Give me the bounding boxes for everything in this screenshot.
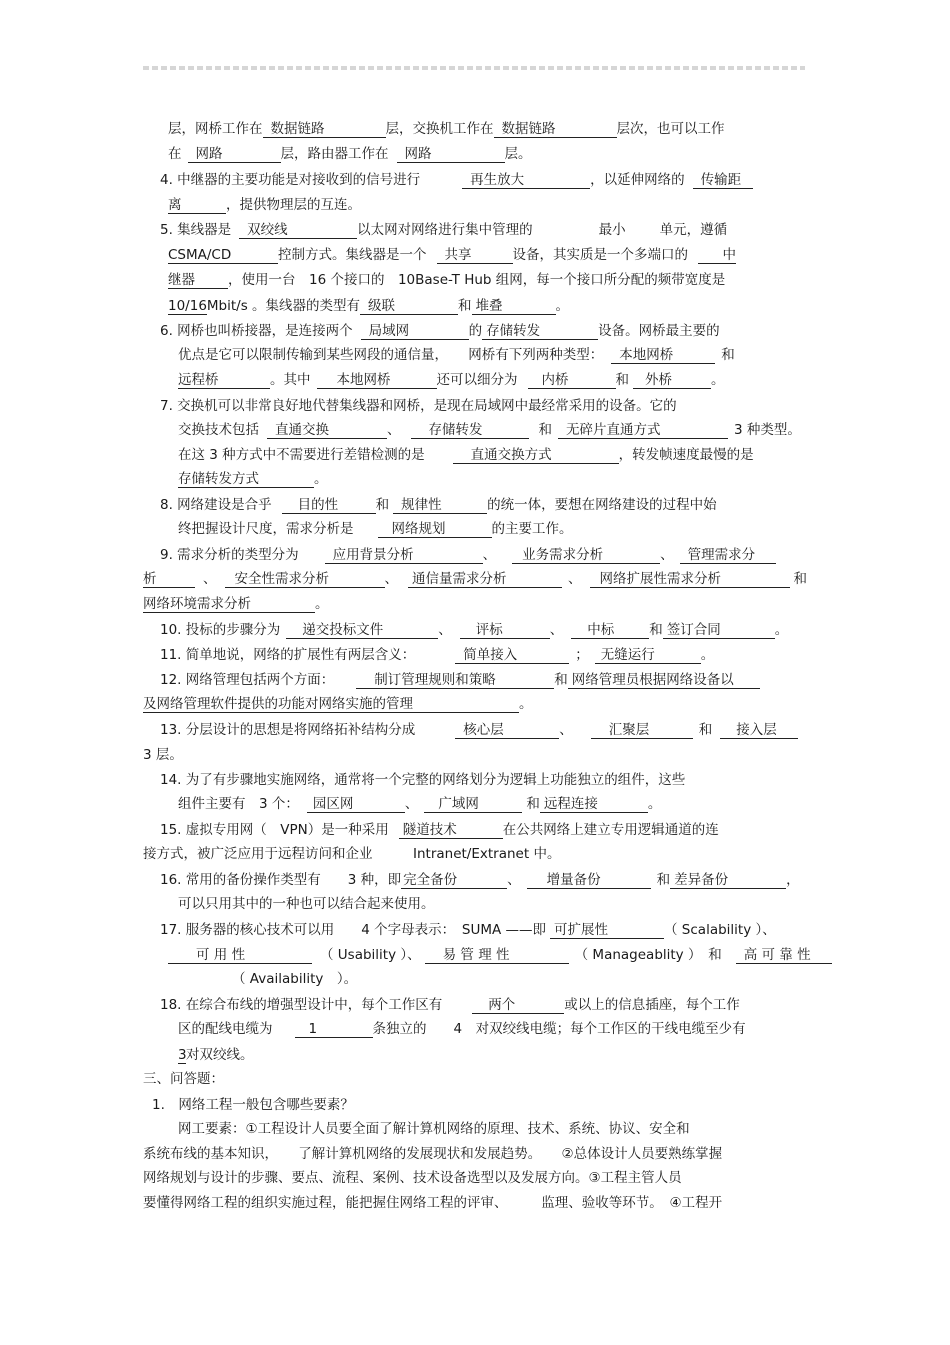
answer-blank: 堆叠 bbox=[472, 298, 556, 315]
answer-blank: 递交投标文件 bbox=[286, 622, 438, 639]
answer-blank: 通信量需求分析 bbox=[408, 571, 562, 588]
answer-blank: 接入层 bbox=[720, 722, 798, 739]
question-13-line-2: 3 层。 bbox=[143, 747, 183, 763]
question-9-line-2: 析 、 安全性需求分析 、 通信量需求分析 、 网络扩展性需求分析 和 bbox=[143, 571, 807, 587]
question-4-line-1: 4. 中继器的主要功能是对接收到的信号进行 再生放大 ，以延伸网络的 传输距 bbox=[160, 171, 753, 189]
answer-blank: 网络扩展性需求分析 bbox=[590, 571, 790, 588]
question-10: 10. 投标的步骤分为 递交投标文件 、 评标 、 中标 和 签订合同 。 bbox=[160, 622, 789, 638]
header-dotted-rule bbox=[143, 66, 805, 70]
answer-line-2: 系统布线的基本知识， 了解计算机网络的发展现状和发展趋势。 ②总体设计人员要熟练掌握 bbox=[143, 1146, 723, 1162]
question-8-line-2: 终把握设计尺度，需求分析是 网络规划 的主要工作。 bbox=[178, 521, 573, 537]
question-8-line-1: 8. 网络建设是合乎 目的性 和 规律性 的统一体，要想在网络建设的过程中始 bbox=[160, 497, 717, 513]
question-12-line-1: 12. 网络管理包括两个方面： 制订管理规则和策略 和 网络管理员根据网络设备以 bbox=[160, 671, 760, 689]
question-4-line-2: 离 ，提供物理层的互连。 bbox=[168, 197, 361, 213]
question-17-line-3: （ Availability ）。 bbox=[232, 971, 358, 987]
question-15-line-1: 15. 虚拟专用网（ VPN）是一种采用 隧道技术 在公共网络上建立专用逻辑通道的连 bbox=[160, 822, 719, 838]
question-7-line-1: 7. 交换机可以非常良好地代替集线器和网桥，是现在局域网中最经常采用的设备。它的 bbox=[160, 398, 677, 414]
question-14-line-2: 组件主要有 3 个： 园区网 、 广域网 和 远程连接 。 bbox=[178, 796, 662, 812]
answer-blank: 局域网 bbox=[361, 323, 469, 340]
answer-line-1: 网工要素：①工程设计人员要全面了解计算机网络的原理、技术、系统、协议、安全和 bbox=[178, 1121, 690, 1137]
answer-blank: 汇聚层 bbox=[591, 722, 693, 739]
question-9-line-1: 9. 需求分析的类型分为 应用背景分析 、 业务需求分析 、 管理需求分 bbox=[160, 546, 776, 564]
question-3-line-2: 在 网路 层，路由器工作在 网路 层。 bbox=[168, 146, 532, 162]
answer-blank: 中 bbox=[698, 247, 736, 264]
question-18-line-3: 3对双绞线。 bbox=[178, 1047, 254, 1063]
question-7-line-4: 存储转发方式 。 bbox=[178, 471, 328, 487]
section-title: 三、问答题： bbox=[143, 1071, 224, 1087]
answer-blank: 继器 bbox=[168, 272, 228, 289]
question-5-line-1: 5. 集线器是 双绞线 以太网对网络进行集中管理的 最小 单元，遵循 bbox=[160, 222, 728, 238]
answer-blank: 存储转发方式 bbox=[178, 471, 314, 488]
answer-blank: 网络环境需求分析 bbox=[143, 596, 315, 613]
answer-blank: 外桥 bbox=[633, 372, 711, 389]
answer-blank: 网络规划 bbox=[378, 521, 492, 538]
answer-blank: 中标 bbox=[571, 622, 649, 639]
answer-blank: 高 可 靠 性 bbox=[736, 947, 832, 964]
answer-blank: 本地网桥 bbox=[317, 372, 437, 389]
answer-blank: 简单接入 bbox=[455, 647, 569, 664]
question-12-line-2: 及网络管理软件提供的功能对网络实施的管理 。 bbox=[143, 696, 533, 712]
question-17-line-2: 可 用 性 （ Usability ）、 易 管 理 性 （ Manageablity ） 和 高 可 靠 性 bbox=[168, 946, 832, 964]
answer-blank: 应用背景分析 bbox=[325, 547, 483, 564]
answer-blank: 级联 bbox=[360, 298, 458, 315]
answer-blank: 完全备份 bbox=[401, 872, 507, 889]
answer-blank: 直通交换 bbox=[267, 422, 387, 439]
question-6-line-2: 优点是它可以限制传输到某些网段的通信量， 网桥有下列两种类型： 本地网桥 和 bbox=[178, 347, 735, 363]
answer-blank: 广域网 bbox=[424, 796, 522, 813]
answer-blank: 业务需求分析 bbox=[512, 547, 660, 564]
question-13-line-1: 13. 分层设计的思想是将网络拓补结构分成 核心层 、 汇聚层 和 接入层 bbox=[160, 721, 798, 739]
answer-blank: 直通交换方式 bbox=[453, 447, 619, 464]
answer-line-3: 网络规划与设计的步骤、要点、流程、案例、技术设备选型以及发展方向。③工程主管人员 bbox=[143, 1170, 682, 1186]
question-16-line-2: 可以只用其中的一种也可以结合起来使用。 bbox=[178, 896, 435, 912]
answer-blank: 增量备份 bbox=[527, 872, 651, 889]
question-18-line-2: 区的配线电缆为 1 条独立的 4 对双绞线电缆；每个工作区的干线电缆至少有 bbox=[178, 1021, 746, 1037]
answer-blank: 网路 bbox=[397, 146, 505, 163]
answer-blank: 共享 bbox=[437, 247, 513, 264]
answer-blank: 双绞线 bbox=[239, 222, 357, 239]
essay-question-1: 1. 网络工程一般包含哪些要素？ bbox=[152, 1097, 354, 1113]
answer-blank: 存储转发 bbox=[482, 323, 598, 340]
answer-blank: 远程连接 bbox=[540, 796, 648, 813]
answer-blank: 制订管理规则和策略 bbox=[356, 672, 554, 689]
answer-blank: 析 bbox=[143, 571, 195, 588]
answer-blank: 可 用 性 bbox=[168, 947, 312, 964]
answer-blank: 远程桥 bbox=[178, 372, 270, 389]
question-6-line-1: 6. 网桥也叫桥接器，是连接两个 局域网 的 存储转发 设备。网桥最主要的 bbox=[160, 323, 720, 339]
answer-blank: 传输距 bbox=[693, 172, 753, 189]
answer-blank: 园区网 bbox=[307, 796, 405, 813]
question-9-line-3: 网络环境需求分析 。 bbox=[143, 596, 329, 612]
answer-blank: 1 bbox=[295, 1021, 373, 1038]
answer-blank: 安全性需求分析 bbox=[225, 571, 385, 588]
answer-blank: 3 bbox=[178, 1047, 187, 1063]
question-14-line-1: 14. 为了有步骤地实施网络，通常将一个完整的网络划分为逻辑上功能独立的组件，这些 bbox=[160, 772, 686, 788]
question-5-line-3: 继器 ，使用一台 16 个接口的 10Base-T Hub 组网，每一个接口所分配的频带宽度是 bbox=[168, 272, 726, 288]
answer-blank: 可扩展性 bbox=[550, 922, 664, 939]
answer-blank: 离 bbox=[168, 197, 226, 214]
question-17-line-1: 17. 服务器的核心技术可以用 4 个字母表示： SUMA ——即 可扩展性 （ Scalability ）、 bbox=[160, 922, 776, 938]
answer-blank: 10/16 bbox=[168, 298, 207, 314]
answer-blank: 评标 bbox=[460, 622, 550, 639]
answer-blank: 易 管 理 性 bbox=[425, 947, 569, 964]
answer-blank: 及网络管理软件提供的功能对网络实施的管理 bbox=[143, 696, 519, 713]
question-7-line-3: 在这 3 种方式中不需要进行差错检测的是 直通交换方式 ，转发帧速度最慢的是 bbox=[178, 447, 754, 463]
answer-blank: 本地网桥 bbox=[611, 347, 715, 364]
answer-blank: 目的性 bbox=[282, 497, 376, 514]
answer-blank: 管理需求分 bbox=[680, 547, 776, 564]
answer-blank: 网路 bbox=[188, 146, 281, 163]
answer-blank: 签订合同 bbox=[663, 622, 775, 639]
answer-line-4: 要懂得网络工程的组织实施过程，能把握住网络工程的评审、 监理、验收等环节。 ④工程开 bbox=[143, 1195, 723, 1211]
question-3-line-1: 层，网桥工作在 数据链路 层，交换机工作在 数据链路 层次，也可以工作 bbox=[168, 121, 725, 137]
answer-blank: 网络管理员根据网络设备以 bbox=[568, 672, 760, 689]
question-16-line-1: 16. 常用的备份操作类型有 3 种，即 完全备份 、 增量备份 和 差异备份 ， bbox=[160, 872, 800, 888]
question-11: 11. 简单地说，网络的扩展性有两层含义： 简单接入 ； 无缝运行 。 bbox=[160, 647, 715, 663]
answer-blank: 无碎片直通方式 bbox=[558, 422, 728, 439]
answer-blank: 无缝运行 bbox=[595, 647, 701, 664]
answer-blank: 存储转发 bbox=[411, 422, 529, 439]
answer-blank: 数据链路 bbox=[494, 121, 617, 138]
answer-blank: 规律性 bbox=[393, 497, 487, 514]
answer-blank: 差异备份 bbox=[670, 872, 786, 889]
answer-blank: 隧道技术 bbox=[399, 822, 503, 839]
answer-blank: 两个 bbox=[472, 997, 564, 1014]
question-7-line-2: 交换技术包括 直通交换 、 存储转发 和 无碎片直通方式 3 种类型。 bbox=[178, 422, 801, 438]
answer-blank: 内桥 bbox=[528, 372, 616, 389]
answer-blank: CSMA/CD bbox=[168, 247, 278, 264]
answer-blank: 再生放大 bbox=[462, 172, 590, 189]
question-5-line-4: 10/16Mbit/s 。集线器的类型有 级联 和 堆叠 。 bbox=[168, 298, 570, 314]
question-18-line-1: 18. 在综合布线的增强型设计中，每个工作区有 两个 或以上的信息插座，每个工作 bbox=[160, 997, 740, 1013]
answer-blank: 数据链路 bbox=[263, 121, 386, 138]
answer-blank: 核心层 bbox=[455, 722, 559, 739]
question-15-line-2: 接方式，被广泛应用于远程访问和企业 Intranet/Extranet 中。 bbox=[143, 846, 561, 862]
question-5-line-2: CSMA/CD 控制方式。集线器是一个 共享 设备，其实质是一个多端口的 中 bbox=[168, 247, 736, 263]
question-6-line-3: 远程桥 。其中 本地网桥 还可以细分为 内桥 和 外桥 。 bbox=[178, 372, 725, 388]
